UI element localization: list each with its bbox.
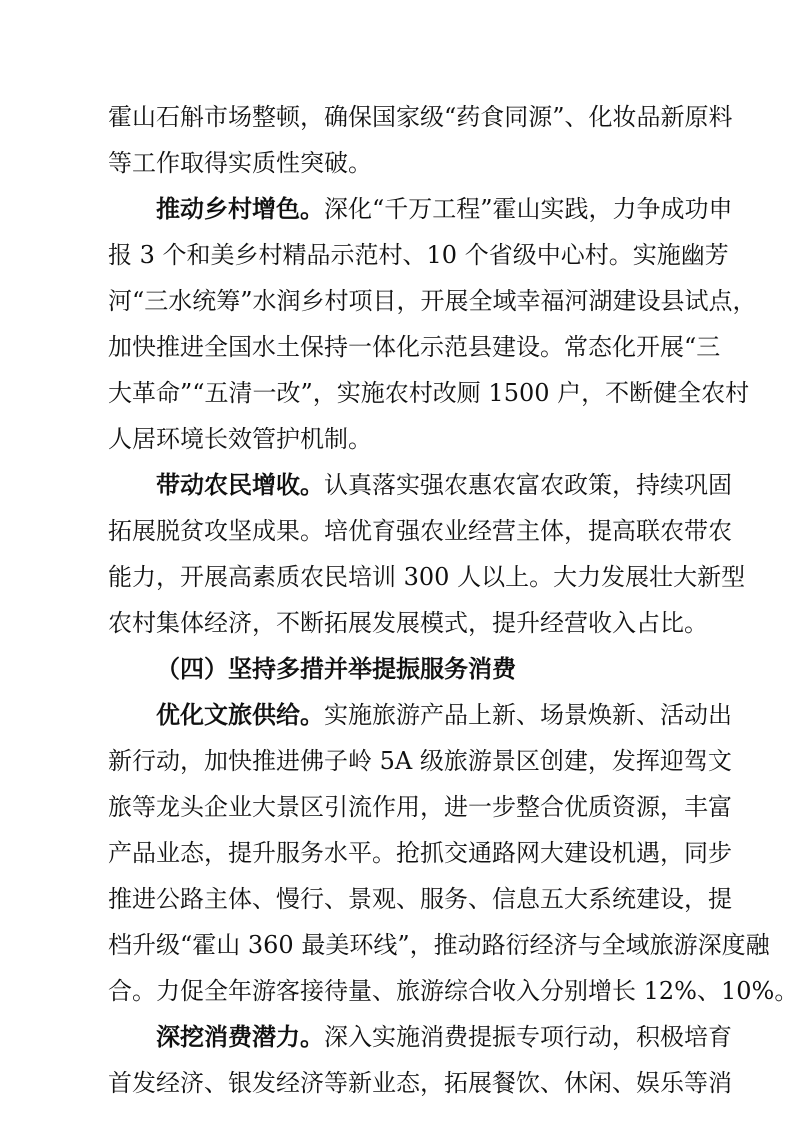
text-line: 拓展脱贫攻坚成果。培优育强农业经营主体，提高联农带农 <box>108 517 732 545</box>
paragraph-lead: 推动乡村增色。 <box>156 194 324 223</box>
paragraph-first-line <box>156 186 733 232</box>
text-run: 认真落实强农惠农富农政策，持续巩固 <box>324 471 732 499</box>
text-line: 能力，开展高素质农民培训 300 人以上。大力发展壮大新型 <box>108 563 746 591</box>
text-line: 人居环境长效管护机制。 <box>108 425 372 453</box>
text-line: 推进公路主体、慢行、景观、服务、信息五大系统建设，提 <box>108 885 732 913</box>
text-line: 霍山石斛市场整顿，确保国家级“药食同源”、化妆品新原料 <box>108 103 733 131</box>
text-line: 合。力促全年游客接待量、旅游综合收入分别增长 12%、10%。 <box>108 977 798 1005</box>
text-line: 旅等龙头企业大景区引流作用，进一步整合优质资源，丰富 <box>108 793 732 821</box>
section-heading: （四）坚持多措并举提振服务消费 <box>156 655 516 683</box>
paragraph-first-line <box>156 1014 732 1060</box>
text-line: 河“三水统筹”水润乡村项目，开展全域幸福河湖建设县试点， <box>108 287 757 315</box>
paragraph-lead: 深挖消费潜力。 <box>156 1022 324 1051</box>
text-line: 产品业态，提升服务水平。抢抓交通路网大建设机遇，同步 <box>108 839 732 867</box>
text-line: 档升级“霍山 360 最美环线”，推动路衍经济与全域旅游深度融 <box>108 931 770 959</box>
text-line: 报 3 个和美乡村精品示范村、10 个省级中心村。实施幽芳 <box>108 241 729 269</box>
paragraph-first-line <box>156 692 732 738</box>
text-line: 等工作取得实质性突破。 <box>108 149 372 177</box>
paragraph-first-line <box>156 462 732 508</box>
text-line: 加快推进全国水土保持一体化示范县建设。常态化开展“三 <box>108 333 721 361</box>
text-run: 深入实施消费提振专项行动，积极培育 <box>324 1023 732 1051</box>
text-line: 大革命”“五清一改”，实施农村改厕 1500 户，不断健全农村 <box>108 379 750 407</box>
text-line: 农村集体经济，不断拓展发展模式，提升经营收入占比。 <box>108 609 708 637</box>
text-line: 首发经济、银发经济等新业态，拓展餐饮、休闲、娱乐等消 <box>108 1069 732 1097</box>
paragraph-lead: 带动农民增收。 <box>156 470 324 499</box>
text-run: 实施旅游产品上新、场景焕新、活动出 <box>324 701 732 729</box>
paragraph-lead: 优化文旅供给。 <box>156 700 324 729</box>
text-run: 深化“千万工程”霍山实践，力争成功申 <box>324 195 733 223</box>
text-line: 新行动，加快推进佛子岭 5A 级旅游景区创建，发挥迎驾文 <box>108 747 732 775</box>
